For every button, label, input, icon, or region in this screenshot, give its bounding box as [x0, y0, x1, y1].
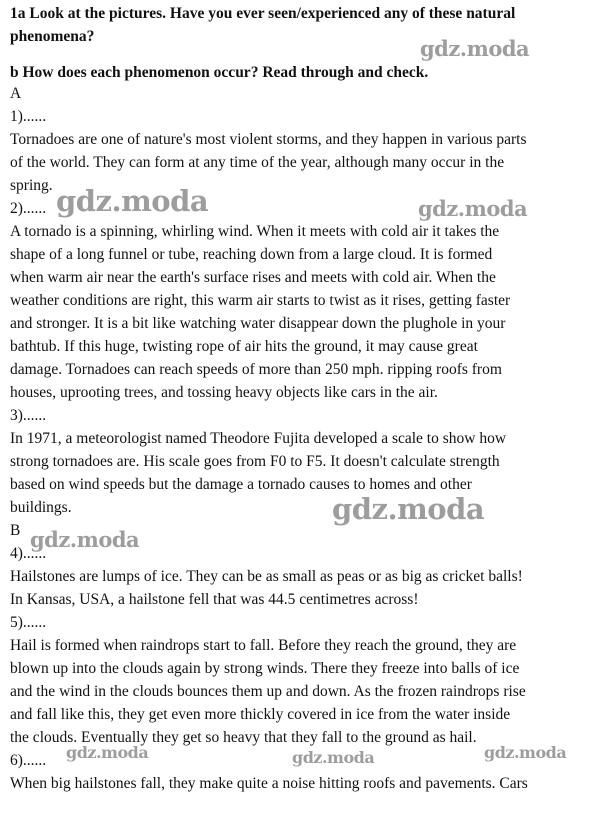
paragraph-line: based on wind speeds but the damage a tornado causes to homes and other — [10, 476, 472, 493]
section-b-label: B — [10, 522, 21, 539]
watermark-logo: gdz.moda — [332, 492, 485, 526]
watermark-logo: gdz.moda — [66, 743, 149, 762]
blank-6: 6)...... — [10, 752, 47, 769]
blank-4: 4)...... — [10, 545, 47, 562]
paragraph-line: In Kansas, USA, a hailstone fell that was 44.5 centimetres across! — [10, 591, 419, 608]
paragraph-line: and fall like this, they get even more thickly covered in ice from the water inside — [10, 706, 511, 723]
blank-3: 3)...... — [10, 407, 47, 424]
paragraph-line: damage. Tornadoes can reach speeds of more than 250 mph. ripping roofs from — [10, 361, 502, 378]
paragraph-line: houses, uprooting trees, and tossing heavy objects like cars in the air. — [10, 384, 438, 401]
paragraph-line: weather conditions are right, this warm air starts to twist as it rises, getting faster — [10, 292, 511, 309]
paragraph-line: Hailstones are lumps of ice. They can be as small as peas or as big as cricket balls! — [10, 568, 523, 585]
paragraph-line: and stronger. It is a bit like watching water disappear down the plughole in your — [10, 315, 506, 332]
paragraph-line: when warm air near the earth's surface rises and meets with cold air. When the — [10, 269, 496, 286]
watermark-logo: gdz.moda — [418, 196, 528, 221]
paragraph-line: spring. — [10, 177, 53, 194]
watermark-logo: gdz.moda — [292, 748, 375, 767]
paragraph-line: buildings. — [10, 499, 72, 516]
section-a-label: A — [10, 85, 22, 102]
paragraph-line: the clouds. Eventually they get so heavy that they fall to the ground as hail. — [10, 729, 477, 746]
watermark-logo: gdz.moda — [484, 743, 567, 762]
heading-1b: b How does each phenomenon occur? Read through and check. — [10, 64, 429, 81]
paragraph-line: and the wind in the clouds bounces them up and down. As the frozen raindrops rise — [10, 683, 526, 700]
paragraph-line: bathtub. If this huge, twisting rope of air hits the ground, it may cause great — [10, 338, 478, 355]
watermark-logo: gdz.moda — [420, 36, 530, 61]
heading-1a-line1: 1a Look at the pictures. Have you ever seen/experienced any of these natural — [10, 5, 516, 22]
blank-1: 1)...... — [10, 108, 47, 125]
paragraph-line: blown up into the clouds again by strong winds. There they freeze into balls of ice — [10, 660, 520, 677]
paragraph-line: A tornado is a spinning, whirling wind. When it meets with cold air it takes the — [10, 223, 500, 240]
paragraph-line: Tornadoes are one of nature's most violent storms, and they happen in various parts — [10, 131, 527, 148]
paragraph-line: strong tornadoes are. His scale goes from F0 to F5. It doesn't calculate strength — [10, 453, 500, 470]
paragraph-line: Hail is formed when raindrops start to fall. Before they reach the ground, they are — [10, 637, 517, 654]
heading-1a-line2: phenomena? — [10, 28, 95, 45]
paragraph-line: of the world. They can form at any time of the year, although many occur in the — [10, 154, 505, 171]
paragraph-line: When big hailstones fall, they make quite a noise hitting roofs and pavements. Cars — [10, 775, 528, 792]
watermark-logo: gdz.moda — [56, 184, 209, 218]
blank-2: 2)...... — [10, 200, 47, 217]
blank-5: 5)...... — [10, 614, 47, 631]
paragraph-line: shape of a long funnel or tube, reaching down from a large cloud. It is formed — [10, 246, 493, 263]
paragraph-line: In 1971, a meteorologist named Theodore Fujita developed a scale to show how — [10, 430, 507, 447]
watermark-logo: gdz.moda — [30, 527, 140, 552]
